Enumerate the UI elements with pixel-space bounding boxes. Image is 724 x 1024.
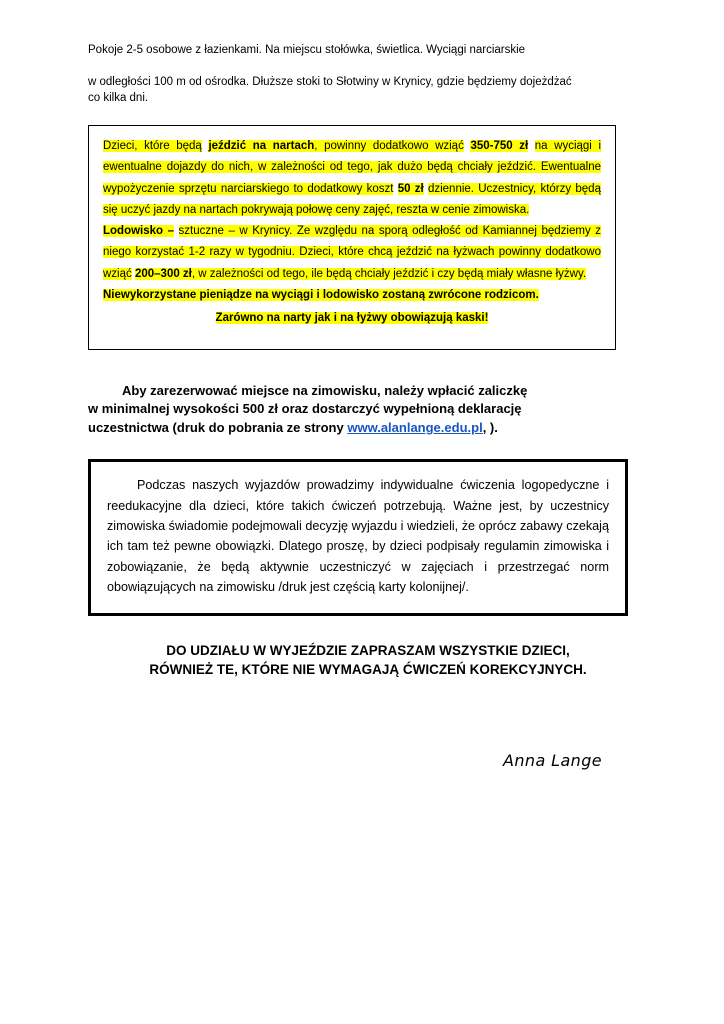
reservation-paren-open: (druk do pobrania ze strony xyxy=(172,419,344,435)
invitation-line-1: DO UDZIAŁU W WYJEŹDZIE ZAPRASZAM WSZYSTKIE DZIECI, xyxy=(166,642,570,658)
ski-paragraph xyxy=(103,136,601,221)
reservation-line-3-before: uczestnictwa xyxy=(88,419,169,435)
ski-text-bold-2: 350-750 zł xyxy=(470,140,529,153)
therapy-text: Podczas naszych wyjazdów prowadzimy indywidualne ćwiczenia logopedyczne i reedukacyjne dla dzieci, które takich ćwiczeń potrzebują. Ważne jest, by uczestnicy zimowiska świadomie podejmowali decyzję wyjazdu i wiedzieli, że oprócz zabawy czekają ich tam też pewne obowiązki. Dlatego proszę, by dzieci podpisały regulamin zimowiska i zobowiązanie, że będą aktywnie uczestniczyć w zajęciach i przestrzegać norm obowiązujących na zimowisku /druk jest częścią karty kolonijnej/. xyxy=(107,478,609,595)
reservation-paragraph xyxy=(88,382,648,437)
intro-paragraph-2-line-1: w odległości 100 m od ośrodka. Dłuższe stoki to Słotwiny w Krynicy, gdzie będziemy dojeżdżać xyxy=(88,75,572,88)
reservation-line-1: Aby zarezerwować miejsce na zimowisku, należy wpłacić zaliczkę xyxy=(122,382,528,398)
rink-text-part-1: sztuczne – w Krynicy. Ze względu na sporą odległość od Kamiannej będziemy z niego korzystać 1-2 razy w tygodniu. Dzieci, które chcą jeździć na łyżwach powinny dodatkowo wziąć xyxy=(103,225,601,280)
helmet-warning xyxy=(103,308,601,329)
ski-text-bold-1: jeździć na nartach xyxy=(208,140,315,153)
ski-text-part-1: Dzieci, które będą xyxy=(103,140,202,153)
rink-text-part-2: , w zależności od tego, ile będą chciały jeździć i czy będą miały własne łyżwy. xyxy=(191,267,587,280)
reservation-line-2: w minimalnej wysokości 500 zł oraz dostarczyć wypełnioną deklarację xyxy=(88,401,522,417)
rink-amount: 200–300 zł xyxy=(134,267,192,280)
rink-paragraph xyxy=(103,221,601,285)
document-content xyxy=(88,42,648,770)
therapy-info-box xyxy=(88,459,628,615)
refund-note-text: Niewykorzystane pieniądze na wyciągi i lodowisko zostaną zwrócone rodzicom. xyxy=(103,288,539,301)
intro-paragraph-2 xyxy=(88,74,648,107)
intro-paragraph-1: Pokoje 2-5 osobowe z łazienkami. Na miejscu stołówka, świetlica. Wyciągi narciarskie xyxy=(88,44,526,56)
ski-text-part-2: , powinny dodatkowo wziąć xyxy=(314,140,464,153)
helmet-warning-text: Zarówno na narty jak i na łyżwy obowiązują kaski! xyxy=(215,312,489,325)
ski-text-part-4: dziennie. Uczestnicy, którzy będą się uczyć jazdy na nartach pokrywają połowę ceny zajęć, reszta w cenie zimowiska. xyxy=(103,182,601,216)
ski-text-bold-3: 50 zł xyxy=(397,182,424,195)
intro-paragraph-2-line-2: co kilka dni. xyxy=(88,92,149,105)
ski-text-part-3: na wyciągi i ewentualne dojazdy do nich, w zależności od tego, jak dużo będą chciały jeździć. Ewentualne wypożyczenie sprzętu narciarskiego to dodatkowy koszt xyxy=(103,140,602,195)
invitation-block xyxy=(88,642,648,680)
invitation-line-2: RÓWNIEŻ TE, KTÓRE NIE WYMAGAJĄ ĆWICZEŃ KOREKCYJNYCH. xyxy=(149,661,587,677)
website-link[interactable]: www.alanlange.edu.pl xyxy=(347,419,483,435)
reservation-line-3-after: , ). xyxy=(482,419,498,435)
therapy-paragraph xyxy=(107,475,609,597)
refund-note xyxy=(103,285,601,306)
rink-label: Lodowisko – xyxy=(103,225,174,238)
signature: Anna Lange xyxy=(503,751,602,771)
ski-info-box xyxy=(88,125,616,350)
